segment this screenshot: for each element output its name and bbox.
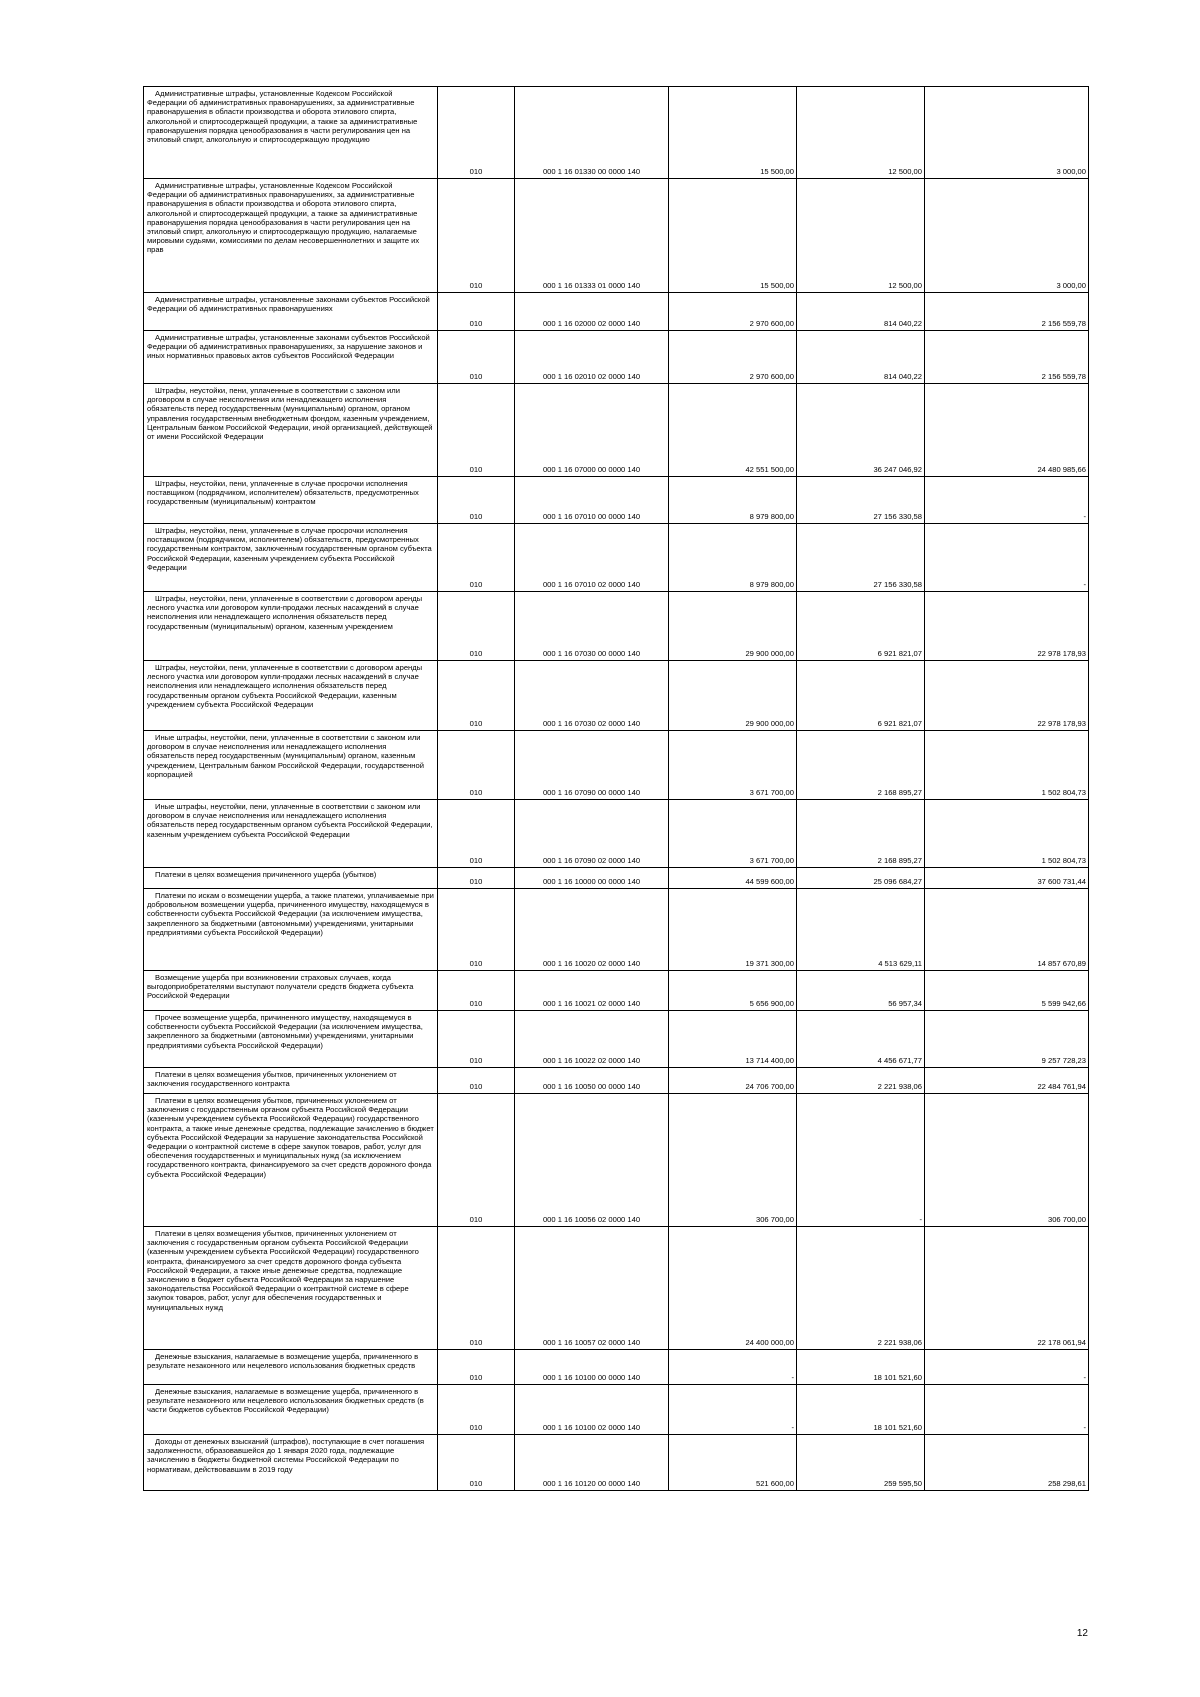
row-name: Административные штрафы, установленные законами субъектов Российской Федерации об административных правонарушениях xyxy=(144,293,438,331)
approved-amount: 42 551 500,00 xyxy=(669,384,797,477)
table-row xyxy=(144,731,1089,800)
line-code: 010 xyxy=(438,477,515,524)
budget-code: 000 1 16 10000 00 0000 140 xyxy=(515,868,669,889)
executed-amount: - xyxy=(797,1094,925,1227)
line-code: 010 xyxy=(438,87,515,179)
approved-amount: 29 900 000,00 xyxy=(669,661,797,731)
unexecuted-amount: 1 502 804,73 xyxy=(925,731,1089,800)
table-row xyxy=(144,384,1089,477)
unexecuted-amount: 5 599 942,66 xyxy=(925,971,1089,1011)
executed-amount: 259 595,50 xyxy=(797,1435,925,1491)
budget-code: 000 1 16 10050 00 0000 140 xyxy=(515,1068,669,1094)
unexecuted-amount: 14 857 670,89 xyxy=(925,889,1089,971)
row-name: Иные штрафы, неустойки, пени, уплаченные в соответствии с законом или договором в случае неисполнения или ненадлежащего исполнения обязательств перед государственным органом субъекта Российской Федерации, казенным учреждением субъекта Российской Федерации xyxy=(144,800,438,868)
approved-amount: 5 656 900,00 xyxy=(669,971,797,1011)
executed-amount: 25 096 684,27 xyxy=(797,868,925,889)
page-number: 12 xyxy=(1076,1628,1088,1639)
executed-amount: 27 156 330,58 xyxy=(797,524,925,592)
unexecuted-amount: 22 978 178,93 xyxy=(925,661,1089,731)
table-row xyxy=(144,1227,1089,1350)
unexecuted-amount: - xyxy=(925,1350,1089,1385)
budget-code: 000 1 16 07090 00 0000 140 xyxy=(515,731,669,800)
approved-amount: 29 900 000,00 xyxy=(669,592,797,661)
row-name: Денежные взыскания, налагаемые в возмещение ущерба, причиненного в результате незаконного или нецелевого использования бюджетных средств (в части бюджетов субъектов Российской Федерации) xyxy=(144,1385,438,1435)
unexecuted-amount: 22 978 178,93 xyxy=(925,592,1089,661)
row-name: Штрафы, неустойки, пени, уплаченные в случае просрочки исполнения поставщиком (подрядчиком, исполнителем) обязательств, предусмотренных государственным контрактом, заключенным государственным органом субъекта Российской Федерации, казенным учреждением субъекта Российской Федерации xyxy=(144,524,438,592)
table-row xyxy=(144,971,1089,1011)
budget-code: 000 1 16 10056 02 0000 140 xyxy=(515,1094,669,1227)
executed-amount: 814 040,22 xyxy=(797,331,925,384)
budget-code: 000 1 16 10021 02 0000 140 xyxy=(515,971,669,1011)
line-code: 010 xyxy=(438,1011,515,1068)
executed-amount: 4 513 629,11 xyxy=(797,889,925,971)
line-code: 010 xyxy=(438,384,515,477)
table-row xyxy=(144,661,1089,731)
row-name: Штрафы, неустойки, пени, уплаченные в соответствии с договором аренды лесного участка или договором купли-продажи лесных насаждений в случае неисполнения или ненадлежащего исполнения обязательств перед государственным (муниципальным) органом, казенным учреждением xyxy=(144,592,438,661)
table-row xyxy=(144,1068,1089,1094)
row-name: Возмещение ущерба при возникновении страховых случаев, когда выгодоприобретателями выступают получатели средств бюджета субъекта Российской Федерации xyxy=(144,971,438,1011)
budget-code: 000 1 16 01330 00 0000 140 xyxy=(515,87,669,179)
budget-code: 000 1 16 07090 02 0000 140 xyxy=(515,800,669,868)
table-row xyxy=(144,800,1089,868)
approved-amount: 3 671 700,00 xyxy=(669,731,797,800)
table-row xyxy=(144,1435,1089,1491)
executed-amount: 6 921 821,07 xyxy=(797,661,925,731)
table-body xyxy=(144,87,1089,1491)
unexecuted-amount: 2 156 559,78 xyxy=(925,331,1089,384)
unexecuted-amount: 2 156 559,78 xyxy=(925,293,1089,331)
line-code: 010 xyxy=(438,1068,515,1094)
line-code: 010 xyxy=(438,1227,515,1350)
line-code: 010 xyxy=(438,731,515,800)
budget-code: 000 1 16 07010 00 0000 140 xyxy=(515,477,669,524)
unexecuted-amount: 258 298,61 xyxy=(925,1435,1089,1491)
line-code: 010 xyxy=(438,868,515,889)
table-row xyxy=(144,868,1089,889)
table-row xyxy=(144,1011,1089,1068)
executed-amount: 12 500,00 xyxy=(797,179,925,293)
budget-code: 000 1 16 02010 02 0000 140 xyxy=(515,331,669,384)
budget-code: 000 1 16 10100 02 0000 140 xyxy=(515,1385,669,1435)
unexecuted-amount: 1 502 804,73 xyxy=(925,800,1089,868)
approved-amount: 2 970 600,00 xyxy=(669,293,797,331)
row-name: Штрафы, неустойки, пени, уплаченные в соответствии с договором аренды лесного участка или договором купли-продажи лесных насаждений в случае неисполнения или ненадлежащего исполнения обязательств перед государственным органом субъекта Российской Федерации, казенным учреждением субъекта Российской Федерации xyxy=(144,661,438,731)
table-row xyxy=(144,1350,1089,1385)
line-code: 010 xyxy=(438,331,515,384)
table-row xyxy=(144,889,1089,971)
row-name: Штрафы, неустойки, пени, уплаченные в соответствии с законом или договором в случае неисполнения или ненадлежащего исполнения обязательств перед государственным (муниципальным) органом, органом управления государственным внебюджетным фондом, казенным учреждением, Центральным банком Российской Федерации, иной организацией, действующей от имени Российской Федерации xyxy=(144,384,438,477)
row-name: Прочее возмещение ущерба, причиненного имуществу, находящемуся в собственности субъекта Российской Федерации (за исключением имущества, закрепленного за бюджетными (автономными) учреждениями, унитарными предприятиями субъекта Российской Федерации) xyxy=(144,1011,438,1068)
table-row xyxy=(144,477,1089,524)
table-row xyxy=(144,592,1089,661)
approved-amount: 521 600,00 xyxy=(669,1435,797,1491)
row-name: Денежные взыскания, налагаемые в возмещение ущерба, причиненного в результате незаконного или нецелевого использования бюджетных средств xyxy=(144,1350,438,1385)
row-name: Административные штрафы, установленные Кодексом Российской Федерации об административных правонарушениях, за административные правонарушения в области производства и оборота этилового спирта, алкогольной и спиртосодержащей продукции, а также за административные правонарушения порядка ценообразования в части регулирования цен на этиловый спирт, алкогольную и спиртосодержащую продукцию xyxy=(144,87,438,179)
row-name: Административные штрафы, установленные законами субъектов Российской Федерации об административных правонарушениях, за нарушение законов и иных нормативных правовых актов субъектов Российской Федерации xyxy=(144,331,438,384)
line-code: 010 xyxy=(438,889,515,971)
approved-amount: 306 700,00 xyxy=(669,1094,797,1227)
table-row xyxy=(144,1385,1089,1435)
budget-code: 000 1 16 10022 02 0000 140 xyxy=(515,1011,669,1068)
row-name: Доходы от денежных взысканий (штрафов), поступающие в счет погашения задолженности, образовавшейся до 1 января 2020 года, подлежащие зачислению в бюджеты бюджетной системы Российской Федерации по нормативам, действовавшим в 2019 году xyxy=(144,1435,438,1491)
executed-amount: 56 957,34 xyxy=(797,971,925,1011)
row-name: Платежи в целях возмещения причиненного ущерба (убытков) xyxy=(144,868,438,889)
row-name: Платежи в целях возмещения убытков, причиненных уклонением от заключения с государственным органом субъекта Российской Федерации (казенным учреждением субъекта Российской Федерации) государственного контракта, финансируемого за счет средств дорожного фонда субъекта Российской Федерации, а также иные денежные средства, подлежащие зачислению в бюджет субъекта Российской Федерации за нарушение законодательства Российской Федерации о контрактной системе в сфере закупок товаров, работ, услуг для обеспечения государственных и муниципальных нужд xyxy=(144,1227,438,1350)
approved-amount: 2 970 600,00 xyxy=(669,331,797,384)
approved-amount: 13 714 400,00 xyxy=(669,1011,797,1068)
row-name: Штрафы, неустойки, пени, уплаченные в случае просрочки исполнения поставщиком (подрядчиком, исполнителем) обязательств, предусмотренных государственным (муниципальным) контрактом xyxy=(144,477,438,524)
unexecuted-amount: 37 600 731,44 xyxy=(925,868,1089,889)
row-name: Платежи по искам о возмещении ущерба, а также платежи, уплачиваемые при добровольном возмещении ущерба, причиненного имуществу, находящемуся в собственности субъекта Российской Федерации (за исключением имущества, закрепленного за бюджетными (автономными) учреждениями, унитарными предприятиями субъекта Российской Федерации) xyxy=(144,889,438,971)
budget-code: 000 1 16 10100 00 0000 140 xyxy=(515,1350,669,1385)
executed-amount: 4 456 671,77 xyxy=(797,1011,925,1068)
budget-code: 000 1 16 07010 02 0000 140 xyxy=(515,524,669,592)
table-row xyxy=(144,331,1089,384)
unexecuted-amount: 306 700,00 xyxy=(925,1094,1089,1227)
executed-amount: 12 500,00 xyxy=(797,87,925,179)
line-code: 010 xyxy=(438,293,515,331)
approved-amount: - xyxy=(669,1350,797,1385)
executed-amount: 36 247 046,92 xyxy=(797,384,925,477)
revenue-table xyxy=(143,86,1089,1491)
approved-amount: 8 979 800,00 xyxy=(669,477,797,524)
approved-amount: 3 671 700,00 xyxy=(669,800,797,868)
approved-amount: 15 500,00 xyxy=(669,87,797,179)
approved-amount: 24 706 700,00 xyxy=(669,1068,797,1094)
line-code: 010 xyxy=(438,800,515,868)
budget-code: 000 1 16 07030 02 0000 140 xyxy=(515,661,669,731)
unexecuted-amount: 22 178 061,94 xyxy=(925,1227,1089,1350)
row-name: Платежи в целях возмещения убытков, причиненных уклонением от заключения с государственным органом субъекта Российской Федерации (казенным учреждением субъекта Российской Федерации) государственного контракта, а также иные денежные средства, подлежащие зачислению в бюджет субъекта Российской Федерации за нарушение законодательства Российской Федерации о контрактной системе в сфере закупок товаров, работ, услуг для обеспечения государственных и муниципальных нужд (за исключением государственного контракта, финансируемого за счет средств дорожного фонда субъекта Российской Федерации) xyxy=(144,1094,438,1227)
table-row xyxy=(144,524,1089,592)
executed-amount: 6 921 821,07 xyxy=(797,592,925,661)
report-page xyxy=(143,86,1088,1491)
row-name: Административные штрафы, установленные Кодексом Российской Федерации об административных правонарушениях, за административные правонарушения в области производства и оборота этилового спирта, алкогольной и спиртосодержащей продукции, а также за административные правонарушения порядка ценообразования в части регулирования цен на этиловый спирт, алкогольную и спиртосодержащую продукцию, налагаемые мировыми судьями, комиссиями по делам несовершеннолетних и защите их прав xyxy=(144,179,438,293)
approved-amount: 24 400 000,00 xyxy=(669,1227,797,1350)
row-name: Платежи в целях возмещения убытков, причиненных уклонением от заключения государственного контракта xyxy=(144,1068,438,1094)
budget-code: 000 1 16 10057 02 0000 140 xyxy=(515,1227,669,1350)
executed-amount: 814 040,22 xyxy=(797,293,925,331)
line-code: 010 xyxy=(438,1094,515,1227)
unexecuted-amount: 24 480 985,66 xyxy=(925,384,1089,477)
unexecuted-amount: - xyxy=(925,1385,1089,1435)
budget-code: 000 1 16 10020 02 0000 140 xyxy=(515,889,669,971)
unexecuted-amount: - xyxy=(925,524,1089,592)
table-row xyxy=(144,179,1089,293)
approved-amount: 8 979 800,00 xyxy=(669,524,797,592)
approved-amount: - xyxy=(669,1385,797,1435)
line-code: 010 xyxy=(438,1435,515,1491)
line-code: 010 xyxy=(438,1350,515,1385)
budget-code: 000 1 16 10120 00 0000 140 xyxy=(515,1435,669,1491)
executed-amount: 2 168 895,27 xyxy=(797,800,925,868)
executed-amount: 18 101 521,60 xyxy=(797,1385,925,1435)
executed-amount: 18 101 521,60 xyxy=(797,1350,925,1385)
line-code: 010 xyxy=(438,1385,515,1435)
executed-amount: 27 156 330,58 xyxy=(797,477,925,524)
budget-code: 000 1 16 02000 02 0000 140 xyxy=(515,293,669,331)
executed-amount: 2 168 895,27 xyxy=(797,731,925,800)
row-name: Иные штрафы, неустойки, пени, уплаченные в соответствии с законом или договором в случае неисполнения или ненадлежащего исполнения обязательств перед государственным (муниципальным) органом, казенным учреждением, Центральным банком Российской Федерации, государственной корпорацией xyxy=(144,731,438,800)
approved-amount: 19 371 300,00 xyxy=(669,889,797,971)
table-row xyxy=(144,1094,1089,1227)
line-code: 010 xyxy=(438,179,515,293)
budget-code: 000 1 16 01333 01 0000 140 xyxy=(515,179,669,293)
line-code: 010 xyxy=(438,592,515,661)
unexecuted-amount: 3 000,00 xyxy=(925,179,1089,293)
budget-code: 000 1 16 07000 00 0000 140 xyxy=(515,384,669,477)
unexecuted-amount: 3 000,00 xyxy=(925,87,1089,179)
line-code: 010 xyxy=(438,971,515,1011)
executed-amount: 2 221 938,06 xyxy=(797,1227,925,1350)
table-row xyxy=(144,293,1089,331)
approved-amount: 44 599 600,00 xyxy=(669,868,797,889)
approved-amount: 15 500,00 xyxy=(669,179,797,293)
executed-amount: 2 221 938,06 xyxy=(797,1068,925,1094)
budget-code: 000 1 16 07030 00 0000 140 xyxy=(515,592,669,661)
line-code: 010 xyxy=(438,661,515,731)
unexecuted-amount: 9 257 728,23 xyxy=(925,1011,1089,1068)
line-code: 010 xyxy=(438,524,515,592)
table-row xyxy=(144,87,1089,179)
unexecuted-amount: - xyxy=(925,477,1089,524)
unexecuted-amount: 22 484 761,94 xyxy=(925,1068,1089,1094)
